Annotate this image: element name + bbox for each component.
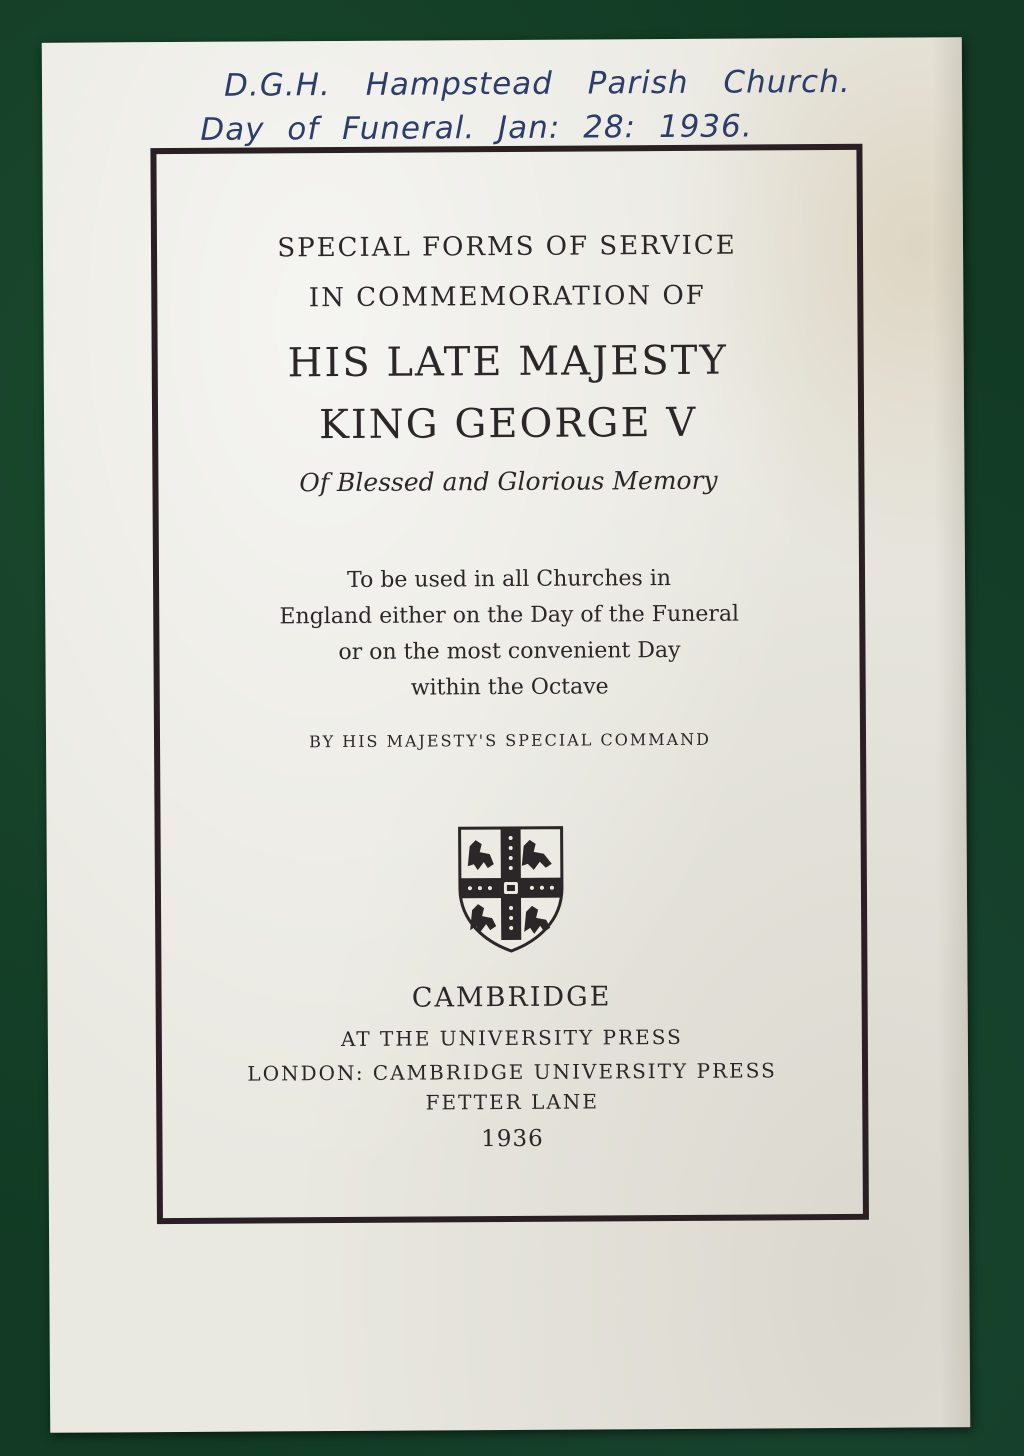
- handwritten-inscription: [192, 60, 853, 152]
- cover-text-block: [156, 150, 862, 1218]
- heading-line-1: SPECIAL FORMS OF SERVICE: [277, 230, 737, 264]
- usage-line-4: within the Octave: [410, 674, 609, 701]
- publisher-line-1: AT THE UNIVERSITY PRESS: [340, 1024, 683, 1052]
- heading-line-2: IN COMMEMORATION OF: [308, 280, 706, 314]
- usage-line-2: England either on the Day of the Funeral: [279, 601, 740, 630]
- inscription-line-1: D.G.H. Hampstead Parish Church.: [223, 63, 851, 104]
- publisher-city: CAMBRIDGE: [411, 981, 612, 1014]
- subtitle: Of Blessed and Glorious Memory: [299, 465, 718, 498]
- black-mourning-border: [150, 144, 869, 1224]
- royal-command-line: BY HIS MAJESTY'S SPECIAL COMMAND: [309, 729, 712, 752]
- publisher-line-3: FETTER LANE: [425, 1089, 600, 1115]
- usage-line-1: To be used in all Churches in: [347, 565, 672, 593]
- title-line-2: KING GEORGE V: [318, 399, 698, 449]
- publisher-line-2: LONDON: CAMBRIDGE UNIVERSITY PRESS: [247, 1058, 777, 1086]
- inscription-line-2: Day of Funeral. Jan: 28: 1936.: [200, 108, 753, 148]
- title-line-1: HIS LATE MAJESTY: [287, 337, 728, 387]
- publication-year: 1936: [481, 1125, 544, 1153]
- university-arms-shield-icon: [456, 824, 567, 955]
- usage-line-3: or on the most convenient Day: [338, 637, 681, 666]
- service-booklet-cover: [42, 37, 970, 1433]
